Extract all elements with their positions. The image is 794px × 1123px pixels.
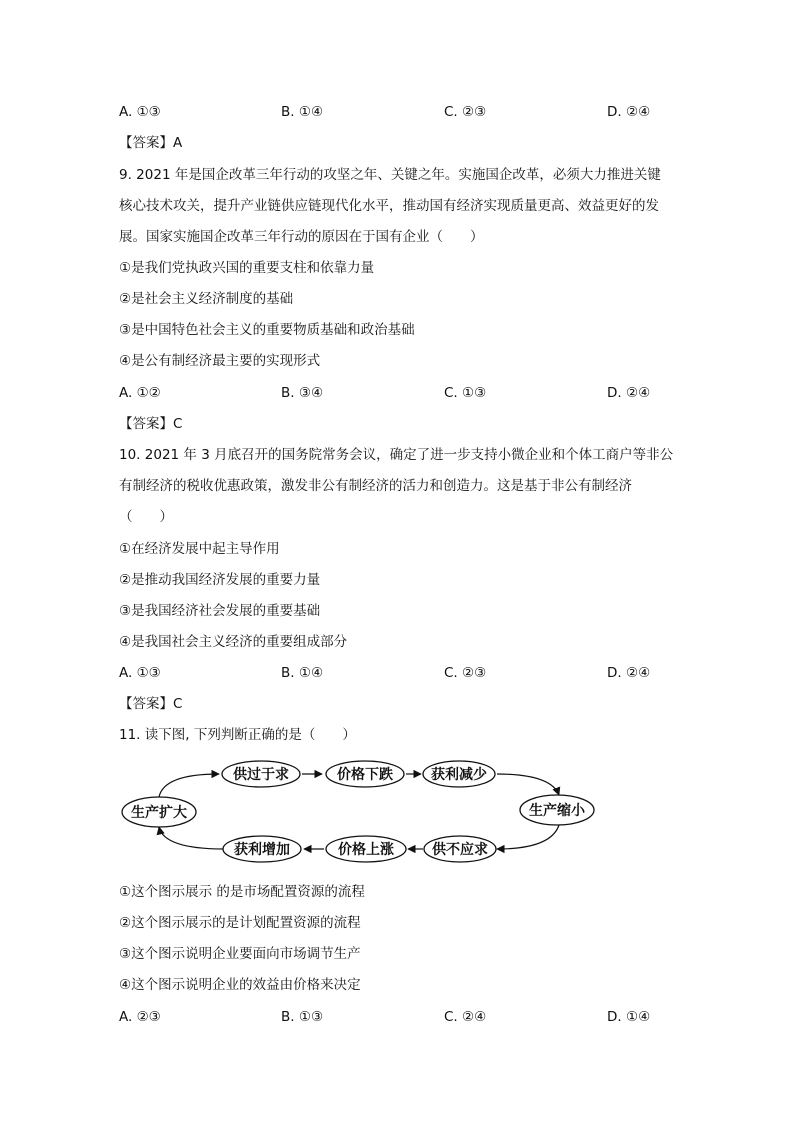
q8-options <box>119 102 679 122</box>
q9-statement-2: ②是社会主义经济制度的基础 <box>119 291 294 307</box>
q9-statement-1: ①是我们党执政兴国的重要支柱和依靠力量 <box>119 260 375 276</box>
q8-answer: 【答案】A <box>119 135 183 151</box>
node-label: 生产扩大 <box>131 805 187 821</box>
node-label: 价格上涨 <box>338 842 394 858</box>
arrow-shrink-to-undersupply <box>497 825 559 849</box>
q11-statement-4: ④这个图示说明企业的效益由价格来决定 <box>119 977 361 993</box>
q10-statement-1: ①在经济发展中起主导作用 <box>119 541 280 557</box>
q8-option-d: D. ②④ <box>607 104 651 120</box>
arrow-more-profit-to-expand <box>159 827 224 849</box>
market-cycle-diagram <box>119 757 599 869</box>
q11-options <box>119 1007 679 1027</box>
node-profit-increase <box>223 836 301 862</box>
q11-stem: 11. 读下图, 下列判断正确的是（ ） <box>119 727 356 743</box>
q10-stem-line-3: （ ） <box>119 509 173 525</box>
q10-stem-line-2: 有制经济的税收优惠政策，激发非公有制经济的活力和创造力。这是基于非公有制经济 <box>119 478 632 494</box>
arrow-less-profit-to-shrink <box>497 774 559 795</box>
q9-answer: 【答案】C <box>119 416 183 432</box>
q11-option-d: D. ①④ <box>607 1009 651 1025</box>
q8-option-b: B. ①④ <box>281 104 324 120</box>
arrow-expand-to-oversupply <box>159 774 219 797</box>
node-profit-decrease <box>423 761 495 787</box>
q11-statement-1: ①这个图示展示 的是市场配置资源的流程 <box>119 884 365 900</box>
q10-option-b: B. ①④ <box>281 665 324 681</box>
node-oversupply <box>222 761 300 787</box>
q10-statement-4: ④是我国社会主义经济的重要组成部分 <box>119 634 348 650</box>
node-undersupply <box>424 836 496 862</box>
q11-option-a: A. ②③ <box>119 1009 161 1025</box>
market-cycle-svg <box>119 757 599 869</box>
q11-statement-2: ②这个图示展示的是计划配置资源的流程 <box>119 915 361 931</box>
node-production-expand <box>122 797 196 827</box>
node-label: 供过于求 <box>233 767 289 783</box>
q10-statement-2: ②是推动我国经济发展的重要力量 <box>119 572 321 588</box>
q11-option-c: C. ②④ <box>444 1009 487 1025</box>
q10-option-c: C. ②③ <box>444 665 487 681</box>
q9-statement-3: ③是中国特色社会主义的重要物质基础和政治基础 <box>119 322 415 338</box>
q9-stem-line-3: 展。国家实施国企改革三年行动的原因在于国有企业（ ） <box>119 229 484 245</box>
q9-statement-4: ④是公有制经济最主要的实现形式 <box>119 353 321 369</box>
node-label: 价格下跌 <box>337 767 393 783</box>
q8-option-a: A. ①③ <box>119 104 161 120</box>
q9-option-b: B. ③④ <box>281 385 324 401</box>
q11-statement-3: ③这个图示说明企业要面向市场调节生产 <box>119 946 361 962</box>
node-label: 获利增加 <box>234 842 290 858</box>
node-price-rise <box>326 836 406 862</box>
q10-option-d: D. ②④ <box>607 665 651 681</box>
node-label: 获利减少 <box>431 767 487 783</box>
q10-answer: 【答案】C <box>119 696 183 712</box>
node-label: 供不应求 <box>432 842 488 858</box>
q9-stem-line-1: 9. 2021 年是国企改革三年行动的攻坚之年、关键之年。实施国企改革，必须大力推进关键 <box>119 167 661 183</box>
node-price-fall <box>326 761 404 787</box>
q9-options <box>119 383 679 403</box>
q9-option-c: C. ①③ <box>444 385 487 401</box>
q10-options <box>119 663 679 683</box>
q9-option-a: A. ①② <box>119 385 161 401</box>
q9-option-d: D. ②④ <box>607 385 651 401</box>
q10-statement-3: ③是我国经济社会发展的重要基础 <box>119 603 321 619</box>
q8-option-c: C. ②③ <box>444 104 487 120</box>
q9-stem-line-2: 核心技术攻关，提升产业链供应链现代化水平，推动国有经济实现质量更高、效益更好的发 <box>119 198 659 214</box>
node-production-shrink <box>520 795 594 825</box>
node-label: 生产缩小 <box>529 803 585 819</box>
q10-stem-line-1: 10. 2021 年 3 月底召开的国务院常务会议，确定了进一步支持小微企业和个体工商户等非公 <box>119 447 674 463</box>
q11-option-b: B. ①③ <box>281 1009 324 1025</box>
q10-option-a: A. ①③ <box>119 665 161 681</box>
